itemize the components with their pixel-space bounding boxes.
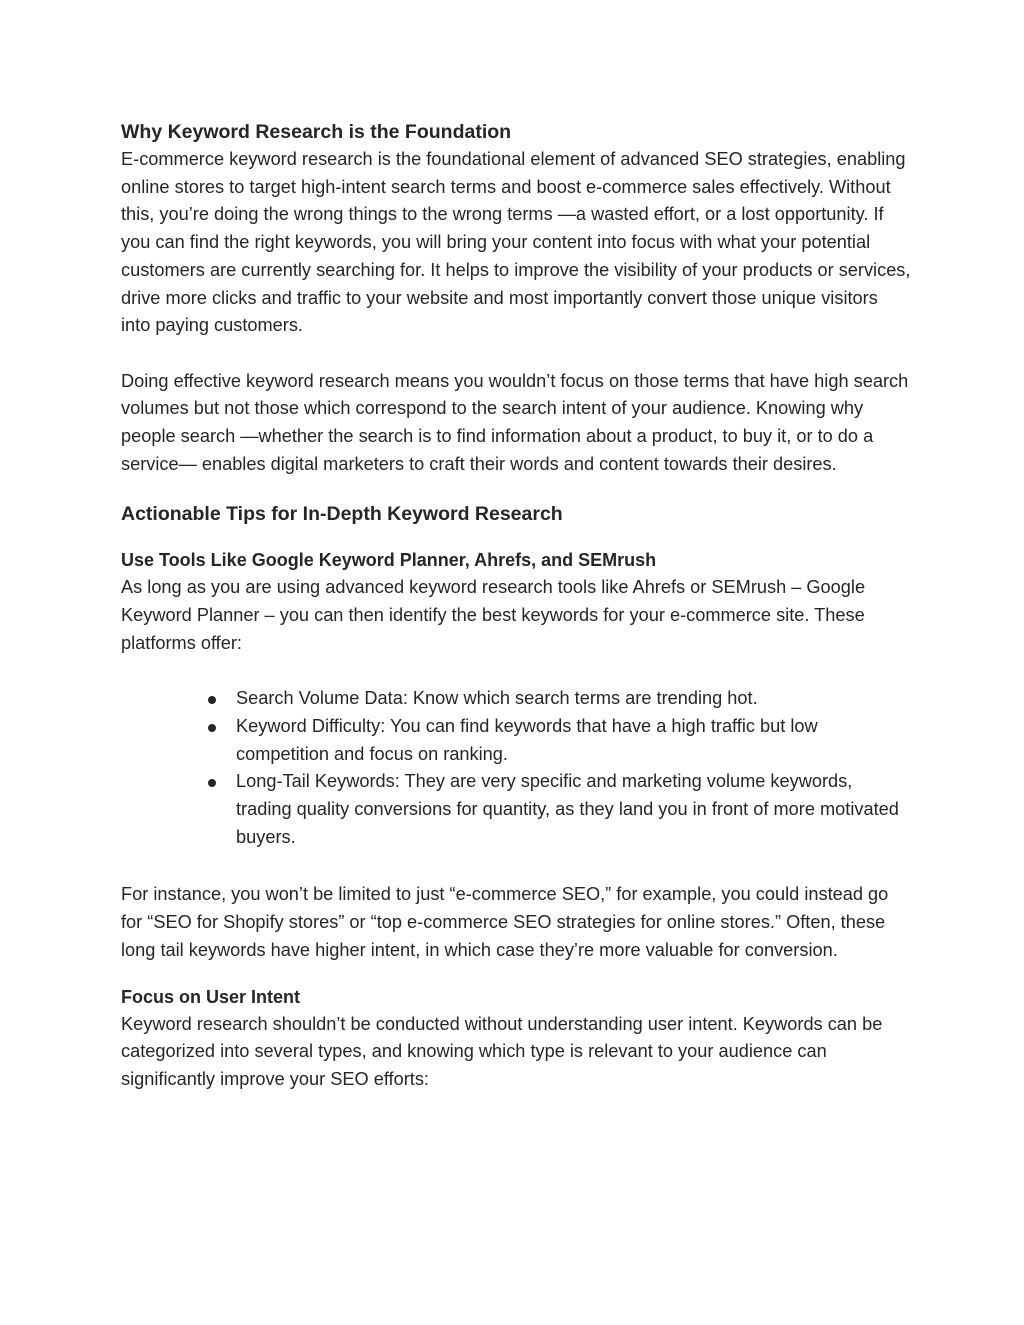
list-item [208,768,911,851]
tools-bullet-list [121,685,911,851]
bullet-icon [208,724,216,732]
bullet-icon [208,696,216,704]
foundation-paragraph-2: Doing effective keyword research means you wouldn’t focus on those terms that have high search volumes but not those which correspond to the search intent of your audience. Knowing why people search —whether the search is to find information about a product, to buy it, or to do a service— enables digital marketers to craft their words and content towards their desires. [121,370,909,474]
list-item-text: Long-Tail Keywords: They are very specific and marketing volume keywords, trading quality conversions for quantity, as they land you in front of more motivated buyers. [236,771,899,847]
section-heading-tips: Actionable Tips for In-Depth Keyword Research [121,503,563,526]
bullet-icon [208,779,216,787]
list-item [208,685,911,713]
document-page [121,118,911,1094]
list-item-text: Search Volume Data: Know which search terms are trending hot. [236,688,758,709]
list-item [208,713,911,768]
subheading-user-intent: Focus on User Intent [121,986,301,1007]
foundation-paragraph-1: E-commerce keyword research is the foundational element of advanced SEO strategies, enabling online stores to target high-intent search terms and boost e-commerce sales effectively. Without this, you’re doing the wrong things to the wrong terms —a wasted effort, or a lost opportunity. If you can find the right keywords, you will bring your content into focus with what your potential customers are currently searching for. It helps to improve the visibility of your products or services, drive more clicks and traffic to your website and most importantly convert those unique visitors into paying customers. [121,149,911,336]
section-heading-foundation: Why Keyword Research is the Foundation [121,121,512,143]
tools-example-paragraph: For instance, you won’t be limited to just “e-commerce SEO,” for example, you could instead go for “SEO for Shopify stores” or “top e-commerce SEO strategies for online stores.” Often, these long tail keywords have higher intent, in which case they’re more valuable for conversion. [121,884,889,960]
tools-intro-paragraph: As long as you are using advanced keyword research tools like Ahrefs or SEMrush – Google Keyword Planner – you can then identify the best keywords for your e-commerce site. These platforms offer: [121,577,866,653]
list-item-text: Keyword Difficulty: You can find keywords that have a high traffic but low competition and focus on ranking. [236,715,818,764]
subheading-tools: Use Tools Like Google Keyword Planner, Ahrefs, and SEMrush [121,550,657,571]
user-intent-paragraph: Keyword research shouldn’t be conducted without understanding user intent. Keywords can be categorized into several types, and knowing which type is relevant to your audience can significantly improve your SEO efforts: [121,1013,883,1089]
